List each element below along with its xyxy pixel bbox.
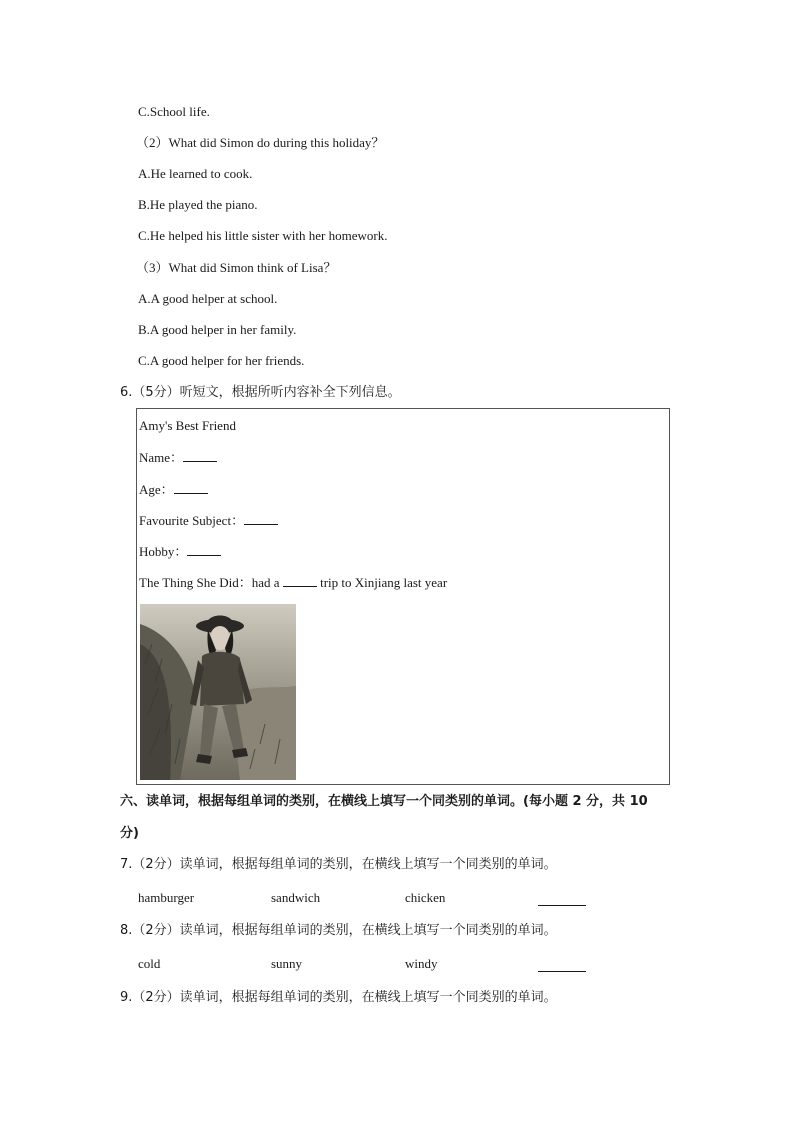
q7-word-3: chicken — [405, 890, 446, 905]
q8-stem: 8.（2分）读单词，根据每组单词的类别，在横线上填写一个同类别的单词。 — [120, 923, 557, 938]
hobby-row — [139, 543, 221, 560]
q8-answer-blank[interactable] — [538, 971, 586, 972]
q8-word-1: cold — [138, 956, 161, 971]
q5-sub2-option-b: B.He played the piano. — [138, 197, 258, 212]
q5-option-c-prev: C.School life. — [138, 104, 210, 119]
section-six-heading-line2: 分) — [120, 826, 139, 841]
q5-sub2-option-a: A.He learned to cook. — [138, 166, 253, 181]
q7-word-2: sandwich — [271, 890, 321, 905]
thing-row — [139, 574, 447, 591]
subject-row — [139, 512, 278, 529]
hobby-label: Hobby： — [139, 544, 188, 559]
age-blank[interactable] — [174, 481, 208, 494]
subject-label: Favourite Subject： — [139, 513, 245, 528]
section-six-heading-line1: 六、读单词，根据每组单词的类别，在横线上填写一个同类别的单词。(每小题 2 分，共 10 — [120, 794, 648, 809]
subject-blank[interactable] — [244, 512, 278, 525]
q5-sub2-question: （2）What did Simon do during this holiday？ — [136, 135, 385, 150]
thing-blank[interactable] — [283, 574, 317, 587]
name-row — [139, 449, 217, 466]
q7-stem: 7.（2分）读单词，根据每组单词的类别，在横线上填写一个同类别的单词。 — [120, 857, 557, 872]
age-label: Age： — [139, 482, 174, 497]
q7-answer-blank[interactable] — [538, 905, 586, 906]
name-blank[interactable] — [183, 449, 217, 462]
name-label: Name： — [139, 450, 184, 465]
q5-sub3-question: （3）What did Simon think of Lisa？ — [136, 260, 337, 275]
q8-word-3: windy — [405, 956, 438, 971]
hobby-blank[interactable] — [187, 543, 221, 556]
q5-sub3-option-a: A.A good helper at school. — [138, 291, 278, 306]
thing-label: The Thing She Did：had a — [139, 575, 280, 590]
girl-hiking-photo — [140, 604, 296, 780]
q9-stem: 9.（2分）读单词，根据每组单词的类别，在横线上填写一个同类别的单词。 — [120, 990, 557, 1005]
q5-sub3-option-c: C.A good helper for her friends. — [138, 353, 305, 368]
thing-tail: trip to Xinjiang last year — [320, 575, 448, 590]
age-row — [139, 481, 208, 498]
q7-word-1: hamburger — [138, 890, 195, 905]
q8-word-2: sunny — [271, 956, 303, 971]
q6-stem: 6.（5分）听短文，根据所听内容补全下列信息。 — [120, 385, 401, 400]
q5-sub2-option-c: C.He helped his little sister with her homework. — [138, 228, 388, 243]
q5-sub3-option-b: B.A good helper in her family. — [138, 322, 297, 337]
box-title: Amy's Best Friend — [139, 418, 236, 433]
